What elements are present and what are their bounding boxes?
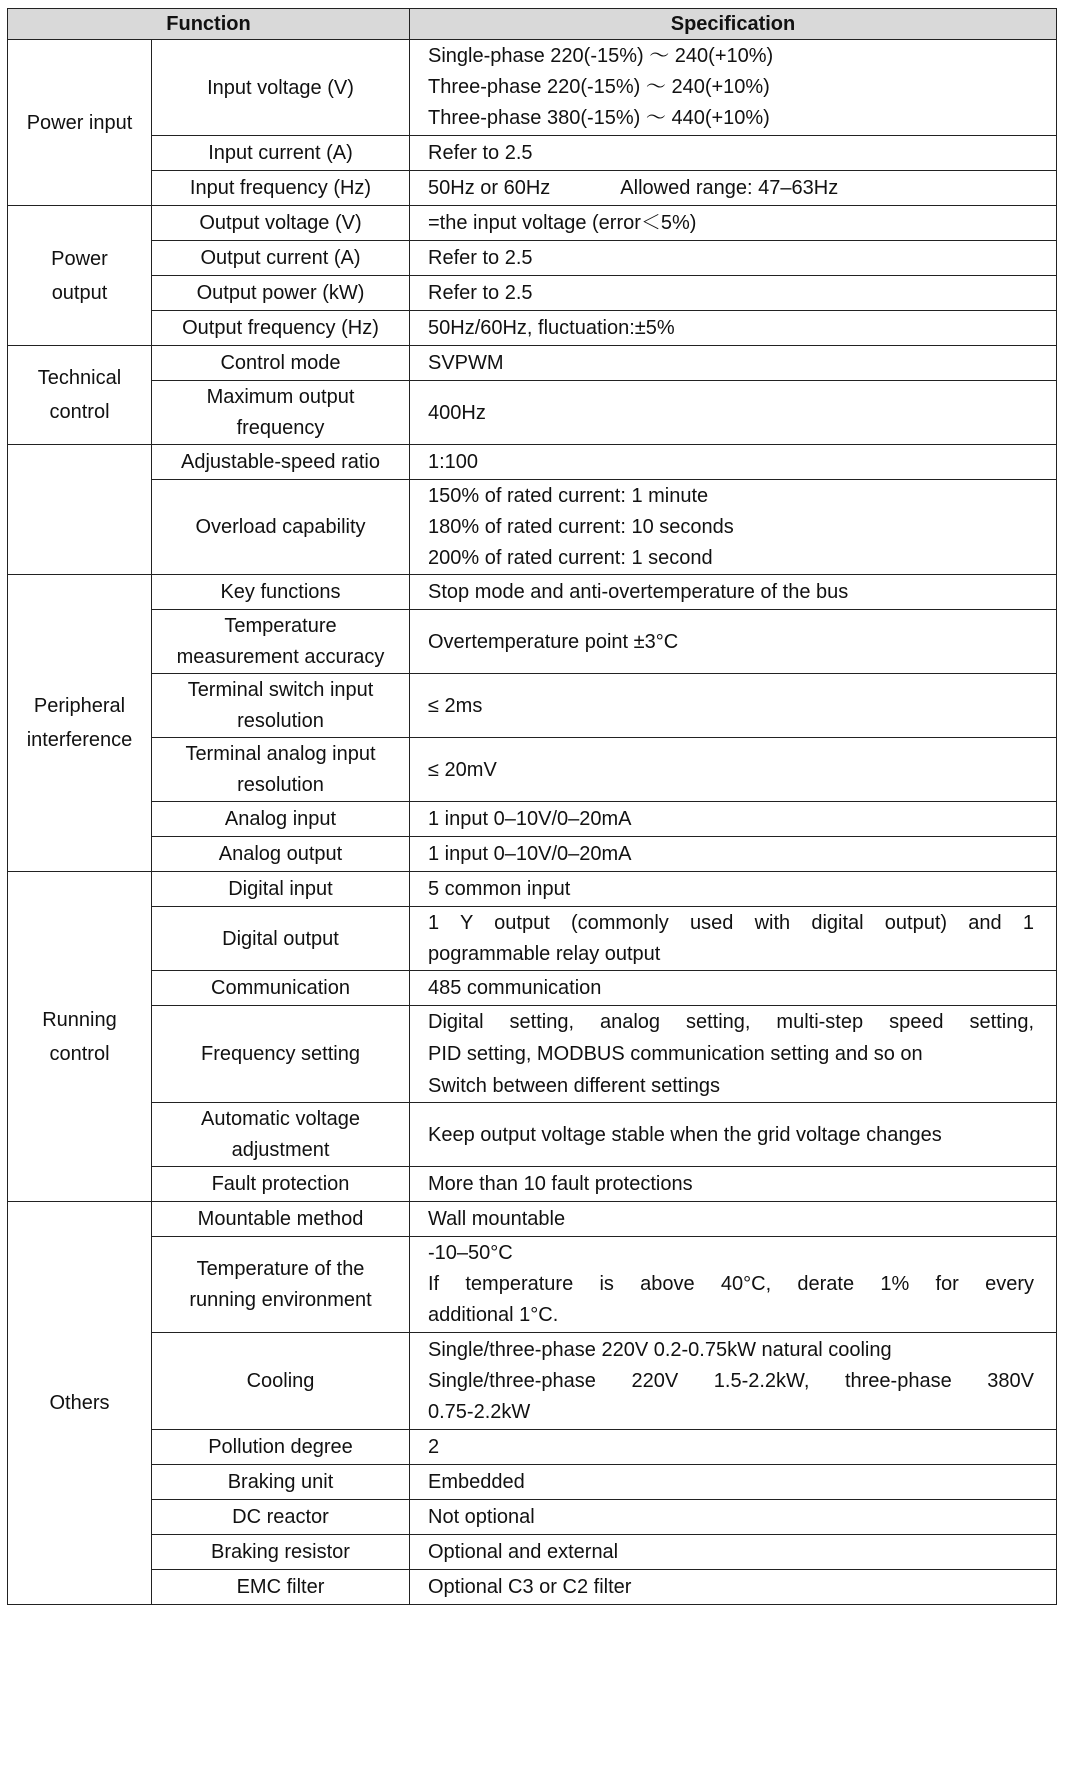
group-others: [8, 1202, 152, 1605]
function-label: Output current (A): [200, 247, 361, 269]
header-specification: Specification: [410, 9, 1057, 40]
spec-line: Single/three-phase 220V 0.2-0.75kW natural cooling: [428, 1338, 892, 1361]
function-label: Output frequency (Hz): [182, 317, 379, 339]
spec-cell: [410, 136, 1057, 171]
table-row: [8, 674, 1057, 738]
function-label: Terminal switch input: [187, 678, 374, 701]
spec-cell: [410, 1167, 1057, 1202]
group-label: Peripheral: [33, 695, 126, 717]
function-label: Communication: [211, 977, 350, 999]
spec-text: Stop mode and anti-overtemperature of the bus: [428, 581, 849, 603]
spec-cell: [410, 311, 1057, 346]
table-row: [8, 907, 1057, 971]
spec-cell: [410, 1103, 1057, 1167]
spec-text: 50Hz or 60Hz: [428, 177, 551, 199]
spec-cell: [410, 1006, 1057, 1103]
spec-cell: [410, 381, 1057, 445]
spec-text: Embedded: [428, 1471, 525, 1493]
spec-cell: [410, 1570, 1057, 1605]
function-label: Braking unit: [227, 1471, 334, 1493]
spec-line: 200% of rated current: 1 second: [428, 546, 713, 569]
function-label: Cooling: [246, 1370, 315, 1392]
spec-cell: [410, 276, 1057, 311]
function-cell: [152, 40, 410, 136]
spec-text: 50Hz/60Hz, fluctuation:±5%: [428, 317, 675, 339]
function-cell: [152, 674, 410, 738]
spec-cell: [410, 674, 1057, 738]
spec-text: 1 input 0–10V/0–20mA: [428, 808, 632, 830]
spec-line: Three-phase 380(-15%) ～ 440(+10%): [428, 107, 770, 129]
spec-text: 1 input 0–10V/0–20mA: [428, 843, 632, 865]
spec-line: Single-phase 220(-15%) ～ 240(+10%): [428, 45, 774, 67]
spec-cell: [410, 1500, 1057, 1535]
function-cell: [152, 1006, 410, 1103]
table-header-row: [8, 9, 1057, 40]
spec-cell: [410, 738, 1057, 802]
spec-cell: [410, 971, 1057, 1006]
function-label: Input current (A): [208, 142, 353, 164]
function-label: frequency: [236, 416, 325, 439]
spec-cell: [410, 1237, 1057, 1333]
spec-text: 1:100: [428, 451, 479, 473]
group-label: Power: [51, 247, 108, 270]
function-cell: [152, 610, 410, 674]
function-cell: [152, 445, 410, 480]
function-label: Temperature of the: [196, 1257, 365, 1280]
table-row: [8, 311, 1057, 346]
spec-cell: [410, 575, 1057, 610]
function-label: Frequency setting: [201, 1043, 360, 1065]
table-row: [8, 610, 1057, 674]
table-row: [8, 1006, 1057, 1103]
function-label: Overload capability: [195, 516, 366, 538]
group-label: Others: [49, 1392, 110, 1414]
header-function: Function: [8, 9, 410, 40]
spec-text: SVPWM: [428, 352, 504, 374]
function-cell: [152, 1570, 410, 1605]
spec-cell: [410, 171, 1057, 206]
table-row: [8, 136, 1057, 171]
function-cell: [152, 480, 410, 575]
spec-cell: [410, 1535, 1057, 1570]
spec-line: -10–50°C: [428, 1242, 513, 1264]
table-row: [8, 40, 1057, 136]
function-label: adjustment: [231, 1138, 330, 1161]
spec-cell: [410, 346, 1057, 381]
group-label: Power input: [26, 111, 133, 134]
group-label: Technical: [37, 367, 122, 389]
table-row: [8, 1333, 1057, 1430]
function-cell: [152, 575, 410, 610]
spec-text: More than 10 fault protections: [428, 1173, 693, 1195]
table-row: [8, 1202, 1057, 1237]
table-row: [8, 1535, 1057, 1570]
function-cell: [152, 276, 410, 311]
spec-line: 1 Y output (commonly used with digital output) and 1: [428, 911, 1034, 934]
spec-text: 5 common input: [428, 878, 571, 900]
spec-text: Refer to 2.5: [428, 247, 533, 269]
table-row: [8, 381, 1057, 445]
spec-text: Optional and external: [428, 1541, 619, 1563]
table-row: [8, 575, 1057, 610]
function-cell: [152, 136, 410, 171]
spec-cell: [410, 610, 1057, 674]
function-cell: [152, 1333, 410, 1430]
table-row: [8, 1430, 1057, 1465]
function-label: Input frequency (Hz): [189, 177, 372, 199]
spec-line: If temperature is above 40°C, derate 1% for every: [428, 1273, 1034, 1295]
spec-text: 2: [428, 1436, 440, 1458]
function-label: Output power (kW): [196, 282, 365, 304]
function-cell: [152, 346, 410, 381]
table-row: [8, 1237, 1057, 1333]
spec-cell: [410, 1430, 1057, 1465]
function-label: Analog input: [224, 808, 337, 830]
spec-cell: [410, 480, 1057, 575]
function-cell: [152, 311, 410, 346]
group-technical-control: [8, 346, 152, 445]
function-label: Key functions: [220, 581, 341, 603]
group-power-input: [8, 40, 152, 206]
table-row: [8, 1500, 1057, 1535]
function-cell: [152, 738, 410, 802]
table-row: [8, 802, 1057, 837]
function-label: Control mode: [220, 352, 341, 374]
table-row: [8, 1167, 1057, 1202]
group-peripheral-interference: [8, 575, 152, 872]
function-label: Pollution degree: [208, 1436, 353, 1458]
spec-text: Refer to 2.5: [428, 142, 533, 164]
function-label: measurement accuracy: [176, 645, 385, 668]
spec-line: Three-phase 220(-15%) ～ 240(+10%): [428, 76, 770, 98]
table-row: [8, 971, 1057, 1006]
table-row: [8, 738, 1057, 802]
group-unlabeled: [8, 445, 152, 575]
spec-text: Optional C3 or C2 filter: [428, 1576, 632, 1598]
spec-line: additional 1°C.: [428, 1304, 559, 1326]
function-cell: [152, 1237, 410, 1333]
function-cell: [152, 171, 410, 206]
spec-cell: [410, 907, 1057, 971]
spec-cell: [410, 802, 1057, 837]
function-label: Terminal analog input: [185, 742, 376, 765]
function-cell: [152, 381, 410, 445]
function-label: EMC filter: [236, 1576, 325, 1598]
group-label: Running: [42, 1008, 117, 1031]
function-label: Adjustable-speed ratio: [180, 451, 380, 473]
group-label: output: [51, 281, 108, 304]
function-label: Fault protection: [211, 1173, 350, 1195]
spec-line: Single/three-phase 220V 1.5-2.2kW, three-phase 380V: [428, 1369, 1034, 1392]
function-label: Output voltage (V): [199, 212, 362, 234]
table-row: [8, 171, 1057, 206]
spec-text: ≤ 2ms: [428, 694, 483, 717]
function-label: Digital output: [222, 927, 339, 950]
function-cell: [152, 241, 410, 276]
spec-text-extra: Allowed range: 47–63Hz: [620, 177, 839, 199]
function-cell: [152, 1167, 410, 1202]
table-row: [8, 346, 1057, 381]
function-cell: [152, 907, 410, 971]
function-label: resolution: [237, 773, 324, 796]
function-label: running environment: [189, 1288, 372, 1311]
spec-cell: [410, 1333, 1057, 1430]
table-row: [8, 241, 1057, 276]
function-cell: [152, 872, 410, 907]
group-label: interference: [26, 729, 133, 751]
table-row: [8, 1570, 1057, 1605]
function-cell: [152, 971, 410, 1006]
function-label: DC reactor: [232, 1506, 329, 1528]
function-label: Temperature: [224, 614, 337, 637]
function-label: Analog output: [218, 843, 343, 865]
spec-cell: [410, 206, 1057, 241]
spec-cell: [410, 40, 1057, 136]
spec-text: 400Hz: [428, 401, 486, 424]
function-label: Mountable method: [197, 1208, 364, 1230]
function-cell: [152, 206, 410, 241]
function-cell: [152, 1465, 410, 1500]
spec-text: =the input voltage (error＜5%): [428, 212, 697, 234]
table-row: [8, 276, 1057, 311]
function-label: Braking resistor: [211, 1541, 350, 1563]
spec-cell: [410, 872, 1057, 907]
function-cell: [152, 802, 410, 837]
function-cell: [152, 1535, 410, 1570]
table-row: [8, 1465, 1057, 1500]
spec-cell: [410, 1465, 1057, 1500]
spec-line: Digital setting, analog setting, multi-step speed setting,: [428, 1011, 1034, 1033]
function-cell: [152, 1202, 410, 1237]
spec-text: Overtemperature point ±3°C: [428, 630, 679, 653]
group-label: control: [49, 401, 110, 423]
function-cell: [152, 1103, 410, 1167]
specification-table: [7, 8, 1057, 1605]
table-row: [8, 872, 1057, 907]
spec-text: 485 communication: [428, 977, 602, 999]
spec-line: pogrammable relay output: [428, 942, 661, 965]
function-label: Input voltage (V): [207, 76, 354, 99]
spec-cell: [410, 445, 1057, 480]
spec-text: Refer to 2.5: [428, 282, 533, 304]
spec-text: ≤ 20mV: [428, 758, 497, 781]
function-cell: [152, 1500, 410, 1535]
spec-text: Wall mountable: [428, 1208, 566, 1230]
table-row: [8, 837, 1057, 872]
table-row: [8, 1103, 1057, 1167]
function-label: Automatic voltage: [201, 1107, 360, 1130]
function-label: Maximum output: [206, 385, 355, 408]
spec-cell: [410, 241, 1057, 276]
function-label: Digital input: [228, 878, 333, 900]
spec-line: 180% of rated current: 10 seconds: [428, 515, 734, 538]
table-row: [8, 206, 1057, 241]
spec-text: Not optional: [428, 1506, 535, 1528]
spec-line: PID setting, MODBUS communication setting and so on: [428, 1043, 923, 1065]
group-power-output: [8, 206, 152, 346]
spec-cell: [410, 837, 1057, 872]
table-row: [8, 480, 1057, 575]
spec-cell: [410, 1202, 1057, 1237]
group-running-control: [8, 872, 152, 1202]
function-label: resolution: [237, 709, 324, 732]
table-row: [8, 445, 1057, 480]
function-cell: [152, 837, 410, 872]
spec-line: 0.75-2.2kW: [428, 1400, 531, 1423]
spec-line: Switch between different settings: [428, 1075, 721, 1097]
spec-line: 150% of rated current: 1 minute: [428, 484, 709, 507]
group-label: control: [49, 1042, 110, 1065]
function-cell: [152, 1430, 410, 1465]
spec-text: Keep output voltage stable when the grid voltage changes: [428, 1123, 942, 1146]
